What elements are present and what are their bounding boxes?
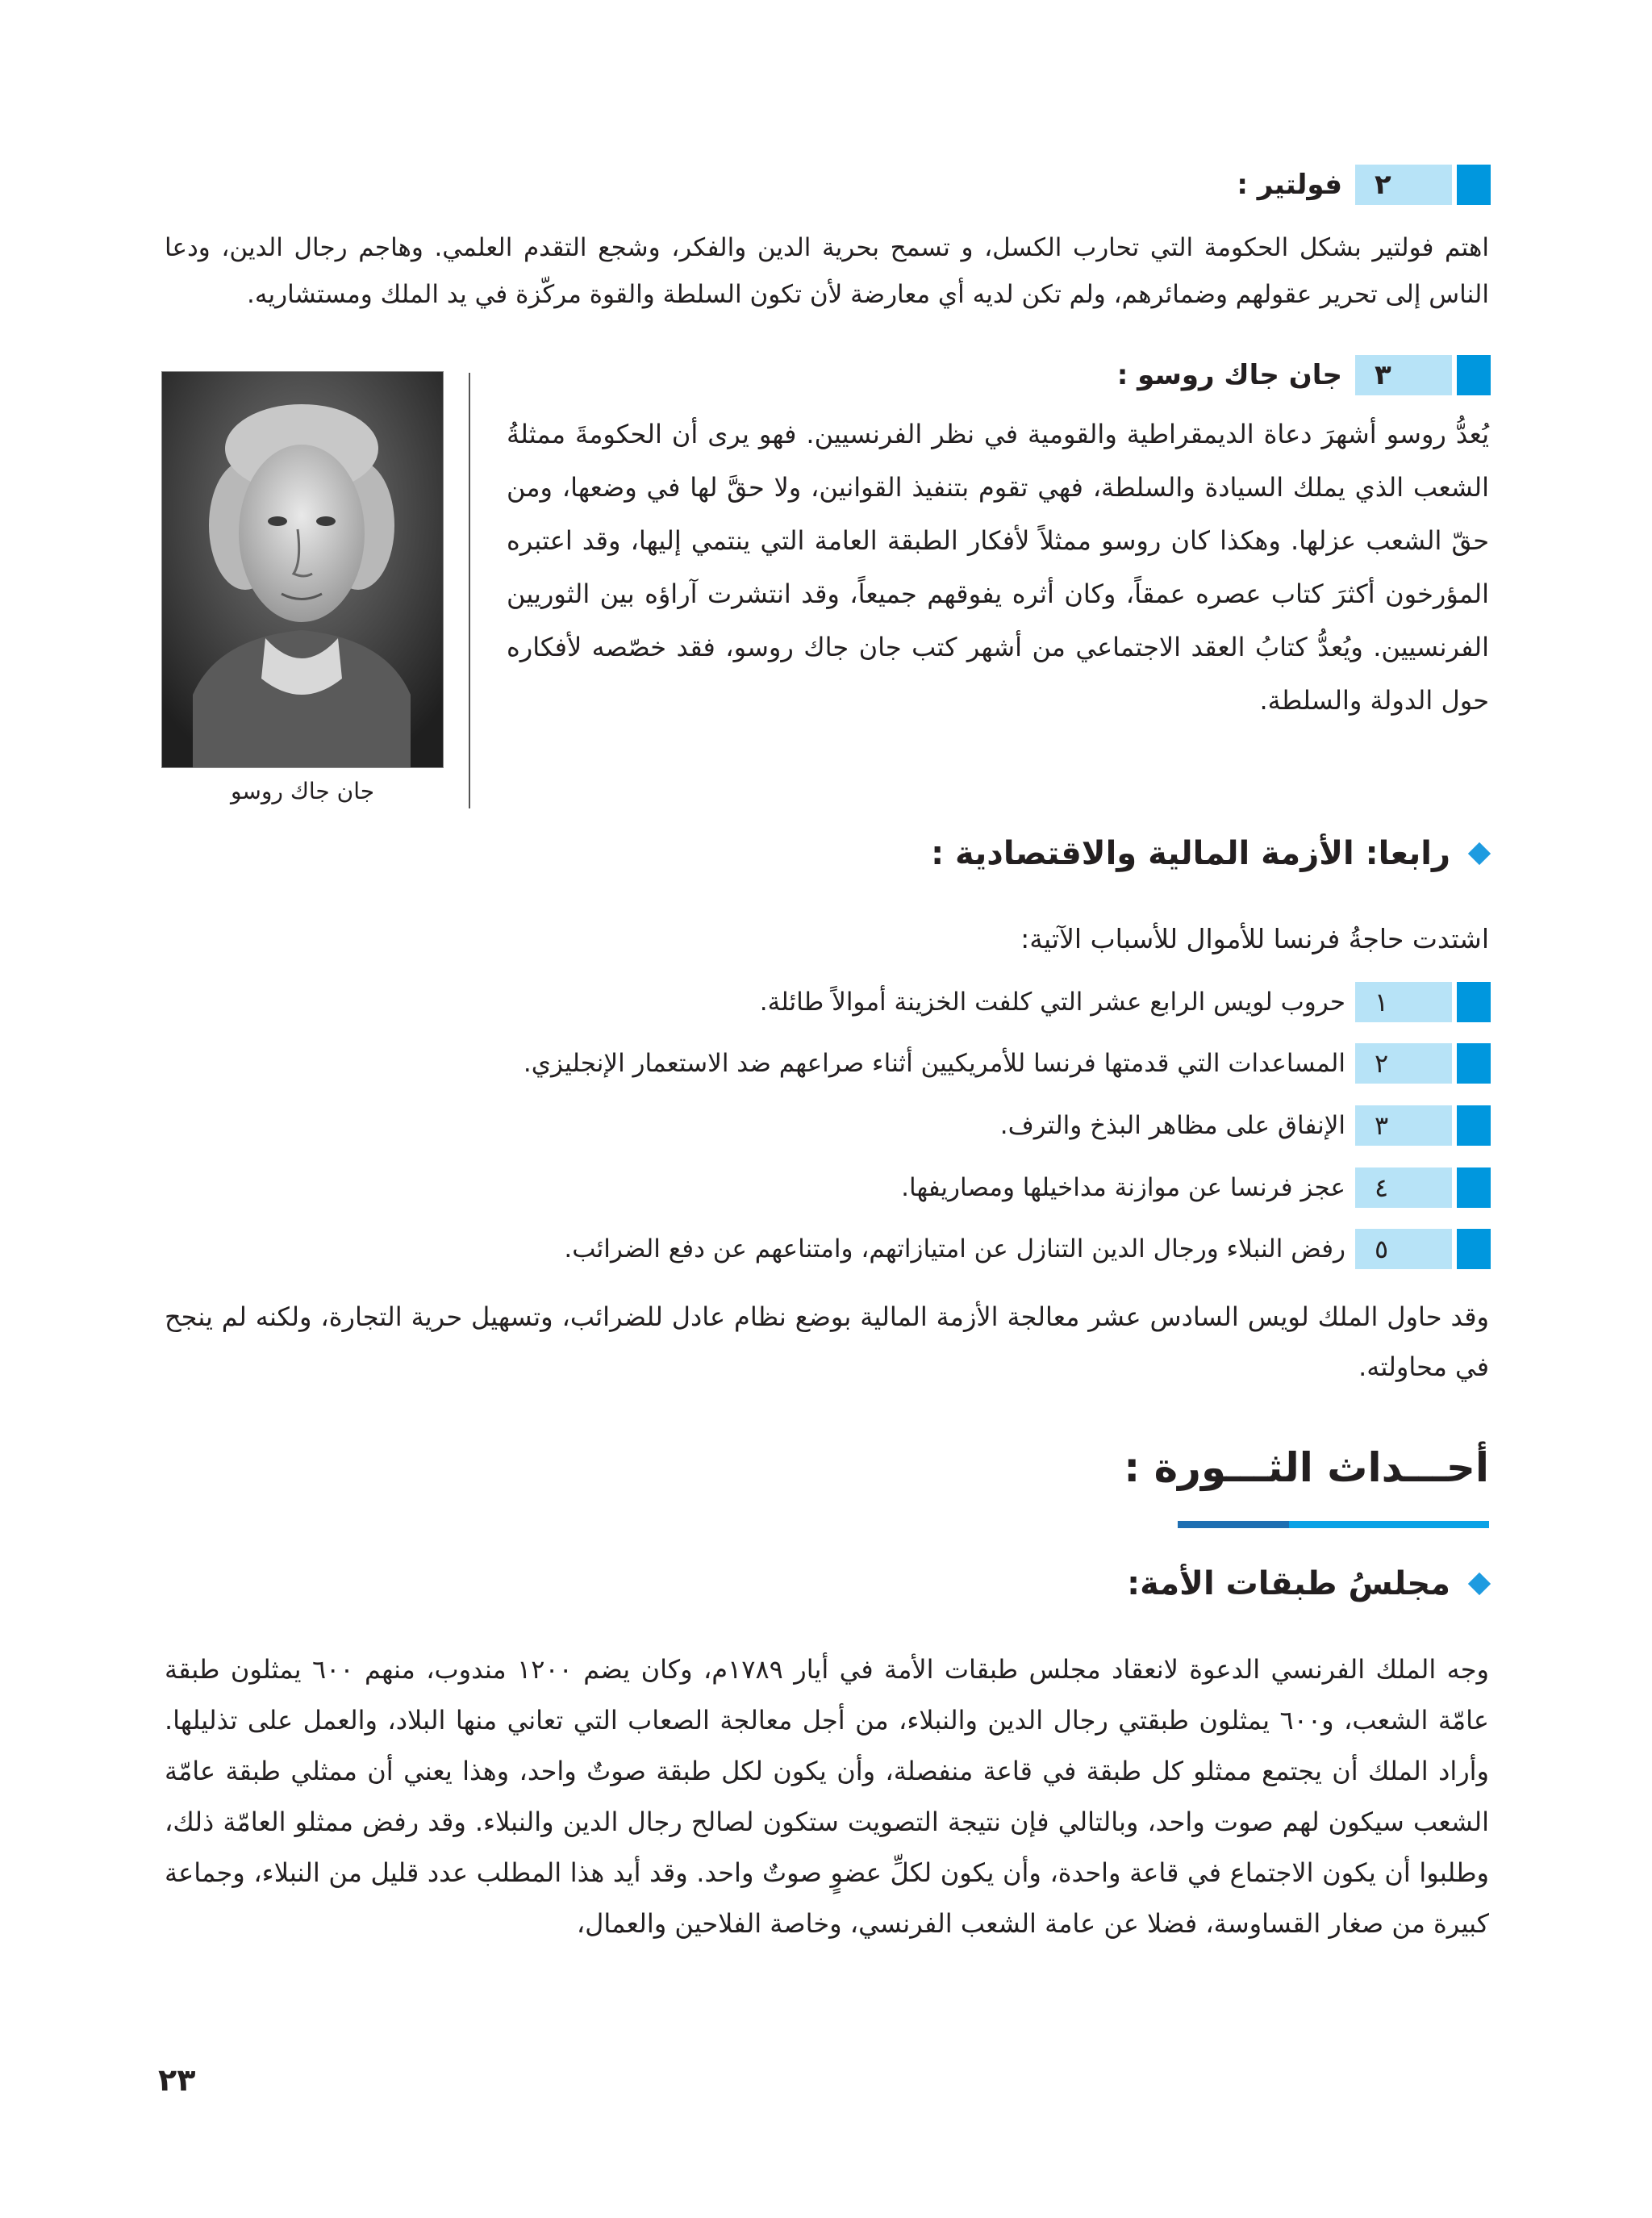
rousseau-paragraph: يُعدُّ روسو أشهرَ دعاة الديمقراطية والقومية في نظر الفرنسيين. فهو يرى أن الحكومةَ ممثلةُ الشعب الذي يملك السيادة والسلطة، فهي تقوم بتنفيذ القوانين، ولا حقَّ لها في وضعها، ومن حقّ الشعب عزلها. وهكذا كان روسو ممثلاً لأفكار الطبقة العامة التي ينتمي إليها، وقد اعتبره المؤرخون أكثرَ كتاب عصره عمقاً، وكان أثره يفوقهم جميعاً، وقد انتشرت آراؤه بين الثوريين الفرنسيين. ويُعدُّ كتابُ العقد الاجتماعي من أشهر كتب جان جاك روسو، فقد خصّصه لأفكاره حول الدولة والسلطة. [507, 419, 1489, 716]
item-text: الإنفاق على مظاهر البذخ والترف. [999, 1111, 1345, 1140]
heading-number: ٢ [1355, 165, 1452, 205]
item-text: عجز فرنسا عن موازنة مداخيلها ومصاريفها. [901, 1173, 1345, 1202]
heading-text: مجلسُ طبقات الأمة: [1127, 1565, 1450, 1602]
item-number: ٣ [1355, 1105, 1452, 1146]
rousseau-portrait [161, 371, 444, 768]
voltaire-paragraph: اهتم فولتير بشكل الحكومة التي تحارب الكسل، و تسمح بحرية الدين والفكر، وشجع التقدم العلمي. وهاجم رجال الدين، ودعا الناس إلى تحرير عقولهم وضمائرهم، ولم تكن لديه أي معارضة لأن تكون السلطة والقوة مركّزة في يد الملك ومستشاريه. [165, 233, 1489, 309]
accent-square [1457, 165, 1491, 205]
estates-paragraph: وجه الملك الفرنسي الدعوة لانعقاد مجلس طبقات الأمة في أيار ١٧٨٩م، وكان يضم ١٢٠٠ مندوب، منهم ٦٠٠ يمثلون طبقة عامّة الشعب، و٦٠٠ يمثلون طبقتي رجال الدين والنبلاء، من أجل معالجة الصعاب التي تعاني منها البلاد، والعمل على تذليلها. وأراد الملك أن يجتمع ممثلو كل طبقة في قاعة منفصلة، وأن يكون لكل طبقة صوتٌ واحد، وهذا يعني أن ممثلي طبقة عامّة الشعب سيكون لهم صوت واحد، وبالتالي فإن نتيجة التصويت ستكون لصالح رجال الدين والنبلاء. وقد رفض ممثلو العامّة ذلك، وطلبوا أن يكون الاجتماع في قاعة واحدة، وأن يكون لكلِّ عضوٍ صوتٌ واحد. وقد أيد هذا المطلب عدد قليل من النبلاء، وجماعة كبيرة من صغار القساوسة، فضلا عن عامة الشعب الفرنسي، وخاصة الفلاحين والعمال، [165, 1654, 1490, 1939]
title-underline [1178, 1521, 1489, 1528]
crisis-heading [931, 835, 1487, 872]
list-item [564, 1229, 1491, 1269]
list-item [1000, 1105, 1491, 1146]
list-item [524, 1043, 1491, 1084]
accent-square [1457, 1229, 1491, 1269]
accent-square [1457, 355, 1491, 395]
heading-text: رابعا: الأزمة المالية والاقتصادية : [931, 835, 1450, 872]
heading-text: فولتير : [1237, 169, 1342, 201]
heading-number: ٣ [1355, 355, 1452, 395]
title-underline-dark [1178, 1521, 1289, 1528]
heading-text: جان جاك روسو : [1116, 359, 1342, 391]
accent-square [1457, 1105, 1491, 1146]
accent-square [1457, 1043, 1491, 1084]
crisis-intro: اشتدت حاجةُ فرنسا للأموال للأسباب الآتية: [1020, 923, 1489, 954]
item-text: حروب لويس الرابع عشر التي كلفت الخزينة أموالاً طائلة. [759, 988, 1345, 1017]
voltaire-heading [1237, 165, 1491, 205]
section-title: أحـــداث الثـــورة : [1124, 1444, 1489, 1491]
item-number: ١ [1355, 982, 1452, 1022]
item-number: ٢ [1355, 1043, 1452, 1084]
divider-line [469, 373, 470, 808]
accent-square [1457, 1167, 1491, 1208]
item-number: ٥ [1355, 1229, 1452, 1269]
diamond-bullet-icon [1468, 1573, 1491, 1595]
crisis-closing: وقد حاول الملك لويس السادس عشر معالجة الأزمة المالية بوضع نظام عادل للضرائب، وتسهيل حرية التجارة، ولكنه لم ينجح في محاولته. [165, 1301, 1489, 1382]
list-item [901, 1167, 1491, 1208]
page-number: ٢٣ [158, 2062, 196, 2098]
rousseau-heading [1117, 355, 1491, 395]
list-item [760, 982, 1491, 1022]
item-number: ٤ [1355, 1167, 1452, 1208]
item-text: المساعدات التي قدمتها فرنسا للأمريكيين أثناء صراعهم ضد الاستعمار الإنجليزي. [523, 1049, 1345, 1078]
estates-heading [1127, 1565, 1487, 1602]
portrait-caption: جان جاك روسو [230, 778, 375, 804]
accent-square [1457, 982, 1491, 1022]
item-text: رفض النبلاء ورجال الدين التنازل عن امتيازاتهم، وامتناعهم عن دفع الضرائب. [564, 1234, 1345, 1264]
diamond-bullet-icon [1468, 842, 1491, 865]
